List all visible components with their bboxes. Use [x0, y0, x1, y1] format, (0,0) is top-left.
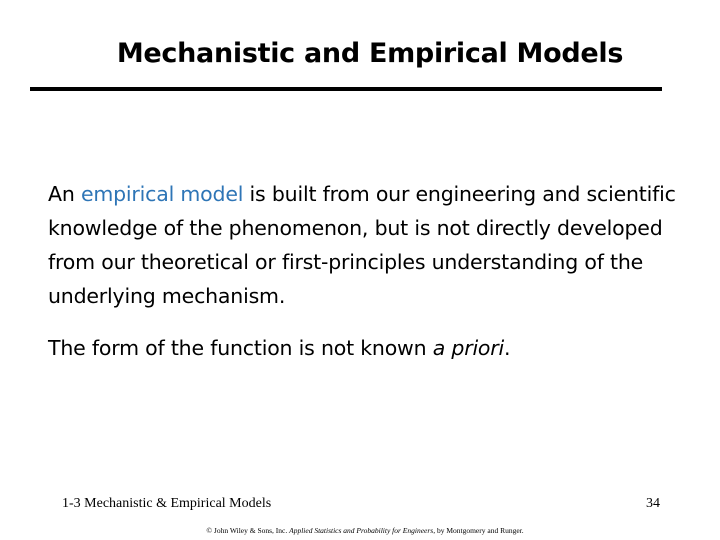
- definition-lead-text: An: [48, 182, 81, 206]
- book-title: Applied Statistics and Probability for Engineers: [289, 526, 434, 535]
- statement-lead-text: The form of the function is not known: [48, 336, 433, 360]
- slide-title: Mechanistic and Empirical Models: [116, 38, 624, 69]
- empirical-model-definition: [48, 177, 688, 313]
- title-underline-rule: [30, 87, 662, 91]
- page-number: 34: [646, 496, 660, 511]
- copyright-notice: [0, 526, 720, 535]
- copyright-suffix: , by Montgomery and Runger.: [433, 526, 524, 535]
- statement-end-text: .: [504, 336, 511, 360]
- copyright-prefix: © John Wiley & Sons, Inc.: [206, 526, 290, 535]
- footer-section-label: 1-3 Mechanistic & Empirical Models: [62, 496, 272, 511]
- empirical-model-term: empirical model: [80, 182, 244, 206]
- a-priori-term: a priori: [432, 336, 504, 360]
- definition-rest-text: is built from our engineering and scientific knowledge of the phenomenon, but is not directly developed from our theoretical or first-principles understanding of the underlying mechanism.: [48, 182, 676, 308]
- function-form-statement: [48, 331, 688, 365]
